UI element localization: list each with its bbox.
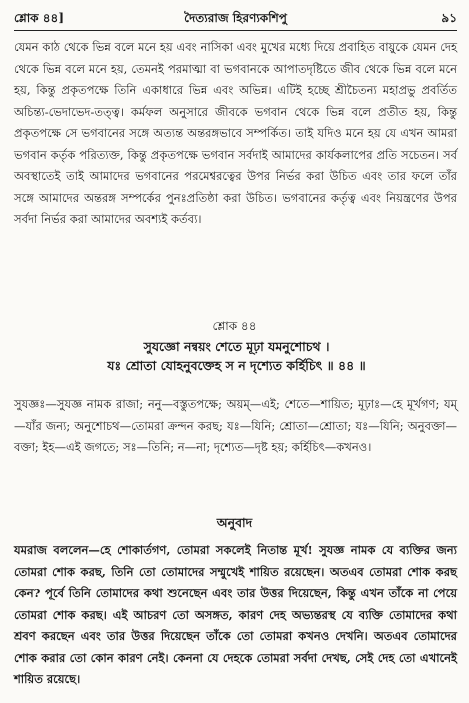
page-number: ৯১ <box>441 11 457 25</box>
header-chapter-title: দৈত্যরাজ হিরণ্যকশিপু <box>184 11 287 25</box>
verse-line-2: যঃ শ্রোতা যোহনুবক্তেহ স ন দৃশ্যেত কর্হিচিৎ ॥ ৪৪ ॥ <box>107 358 366 373</box>
verse-line-1: সুযজ্ঞো নন্বয়ং শেতে মূঢ়া যমনুশোচথ । <box>143 339 330 354</box>
verse-title: শ্লোক ৪৪ <box>212 319 257 333</box>
word-synonyms: সুযজ্ঞঃ—সুযজ্ঞ নামক রাজা; ননু—বস্তুতপক্ষে; অয়ম্—এই; শেতে—শায়িত; মূঢ়াঃ—হে মূর্খগণ; যম্—যাঁর জন্য; অনুশোচথ—তোমরা ক্রন্দন করছ; যঃ—যিনি; শ্রোতা—শ্রোতা; যঃ—যিনি; অনুবক্তা—বক্তা; ইহ—এই জগতে; সঃ—তিনি; ন—না; দৃশ্যেত—দৃষ্ট হয়; কর্হিচিৎ—কখনও। <box>14 397 457 454</box>
purport-paragraph: যেমন কাঠ থেকে ভিন্ন বলে মনে হয় এবং নাসিকা এবং মুখের মধ্যে দিয়ে প্রবাহিত বায়ুকে যেমন দেহ থেকে ভিন্ন বলে মনে হয়, তেমনই পরমাত্মা বা ভগবানকে আপাতদৃষ্টিতে জীব থেকে ভিন্ন বলে মনে হয়, কিন্তু প্রকৃতপক্ষে তিনি একাধারে ভিন্ন এবং অভিন্ন। এটিই হচ্ছে শ্রীচৈতন্য মহাপ্রভু প্রবর্তিত অচিন্ত্য-ভেদাভেদ-তত্ত্ব। কর্মফল অনুসারে জীবকে ভগবান থেকে ভিন্ন বলে প্রতীত হয়, কিন্তু প্রকৃতপক্ষে সে ভগবানের সঙ্গে অত্যন্ত অন্তরঙ্গভাবে সম্পর্কিত। তাই যদিও মনে হয় যে এখন আমরা ভগবান কর্তৃক পরিত্যক্ত, কিন্তু প্রকৃতপক্ষে ভগবান সর্বদাই আমাদের কার্যকলাপের প্রতি সচেতন। সর্ব অবস্থাতেই তাই আমাদের ভগবানের পরমেশ্বরত্বের উপর নির্ভর করা উচিত এবং তার ফলে তাঁর সঙ্গে আমাদের অন্তরঙ্গ সম্পর্কের পুনঃপ্রতিষ্ঠা করা উচিত। ভগবানের কর্তৃত্ব এবং নিয়ন্ত্রণের উপর সর্বদা নির্ভর করা আমাদের অবশ্যই কর্তব্য। <box>14 40 457 226</box>
translation-title: অনুবাদ <box>216 515 253 530</box>
header-verse-ref: শ্লোক ৪৪] <box>14 11 65 25</box>
translation-text: যমরাজ বললেন—হে শোকার্তগণ, তোমরা সকলেই নিতান্ত মূর্খ! সুযজ্ঞ নামক যে ব্যক্তির জন্য তোমরা শোক করছ, তিনি তো তোমাদের সম্মুখেই শায়িত রয়েছেন। অতএব তোমরা শোক করছ কেন? পূর্বে তিনি তোমাদের কথা শুনেছেন এবং তার উত্তর দিয়েছেন, কিন্তু এখন তাঁকে না পেয়ে তোমরা শোক করছ। এই আচরণ তো অসঙ্গত, কারণ দেহ অভ্যন্তরস্থ যে ব্যক্তি তোমাদের কথা শ্রবণ করছেন এবং তার উত্তর দিয়েছেন তাঁকে তো তোমরা কখনও দেখনি। অতএব তোমাদের শোক করার তো কোন কারণ নেই। কেননা যে দেহকে তোমরা সর্বদা দেখছ, সেই দেহ তো এখানেই শায়িত রয়েছে। <box>14 543 457 686</box>
running-header <box>14 8 457 28</box>
header-divider <box>14 30 457 31</box>
